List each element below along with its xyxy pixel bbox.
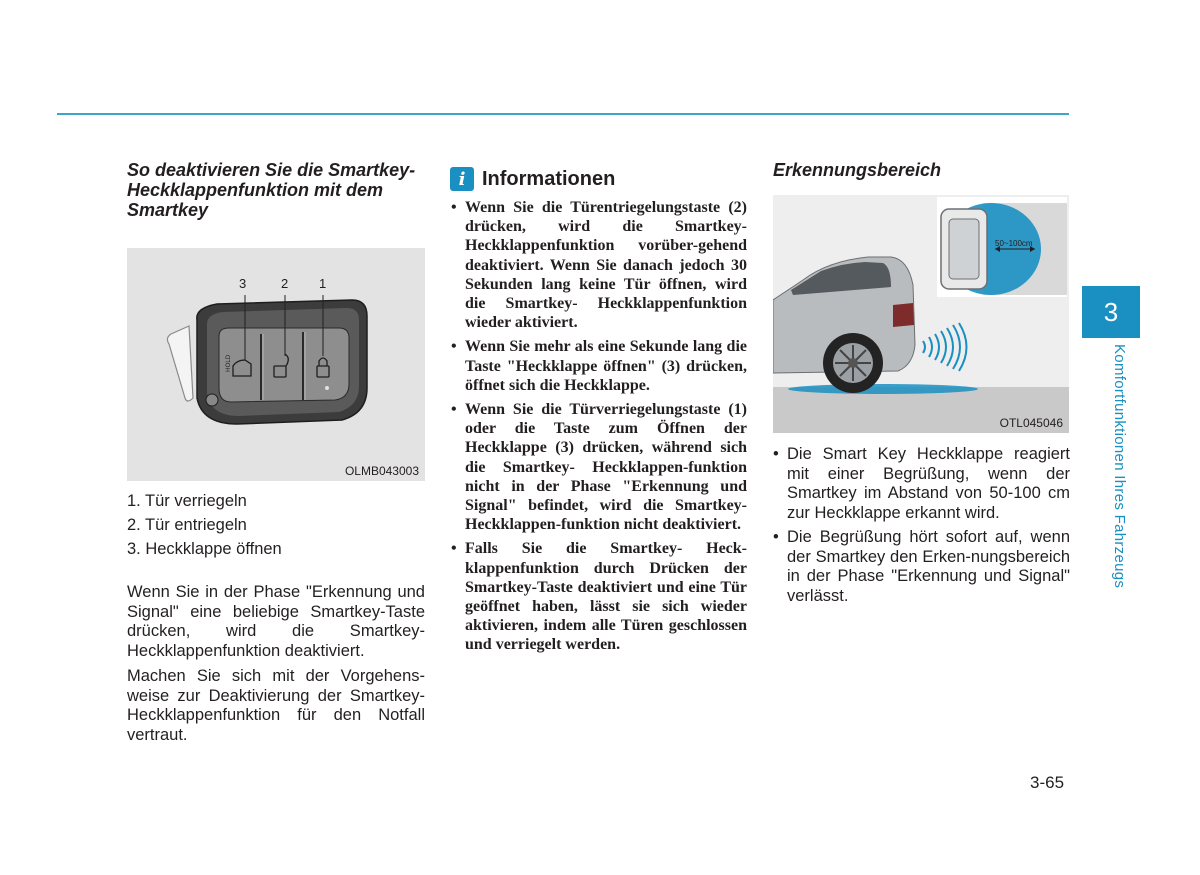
- section-title-detection: Erkennungsbereich: [773, 160, 942, 180]
- section-title-deactivate: So deaktivieren Sie die Smartkey- Heckklappenfunktion mit dem Smartkey: [127, 160, 416, 220]
- figure-code: OTL045046: [999, 416, 1063, 430]
- svg-text:HOLD: HOLD: [225, 354, 232, 372]
- info-item: • Wenn Sie die Türentriegelungstaste (2) drücken, wird die Smartkey-Heckklappenfunktion vorüber-gehend deaktiviert. Wenn Sie danach jedoch 30 Sekunden lang keine Tür öffnen, wird die Smartkey- Heckklappenfunktion wieder aktiviert.: [450, 198, 747, 332]
- callout-label: 3: [239, 276, 247, 291]
- callout-label: 2: [281, 276, 289, 291]
- chapter-number-tab: 3: [1082, 286, 1140, 338]
- legend-item: 1. Tür verriegeln: [127, 492, 247, 510]
- callout-label: 1: [319, 276, 327, 291]
- body-paragraph: Machen Sie sich mit der Vorgehens-weise zur Deaktivierung der Smartkey- Heckklappenfunktion für den Notfall vertraut.: [127, 667, 425, 744]
- detection-list: [773, 445, 1070, 606]
- info-item: • Falls Sie die Smartkey- Heck-klappenfunktion durch Drücken der Smartkey-Taste deaktiviert und eine Tür geöffnet haben, lässt sie sich wieder aktivieren, indem alle Türen geschlossen und verriegelt werden.: [450, 539, 747, 654]
- range-label: 50~100cm: [995, 239, 1033, 248]
- detection-item: • Die Smart Key Heckklappe reagiert mit einer Begrüßung, wenn der Smartkey im Abstand von 50-100 cm zur Heckklappe erkannt wird.: [773, 445, 1070, 523]
- info-item: • Wenn Sie mehr als eine Sekunde lang die Taste "Heckklappe öffnen" (3) drücken, öffnet sich die Heckklappe.: [450, 337, 747, 395]
- legend-item: 2. Tür entriegeln: [127, 516, 247, 534]
- info-title: Informationen: [482, 167, 616, 190]
- page-number: 3-65: [1030, 773, 1065, 792]
- car-detection-illustration: [773, 195, 1069, 433]
- right-column: [773, 160, 1070, 611]
- info-item: • Wenn Sie die Türverriegelungstaste (1) oder die Taste zum Öffnen der Heckklappe (3) drücken, während sich die Smartkey- Heckklappen-funktion nicht in der Phase "Erkennung und Signal" befindet, wird die Smartkey- Heckklappen-funktion nicht deaktiviert.: [450, 400, 747, 534]
- signal-waves: [923, 323, 967, 371]
- info-icon: i: [450, 167, 474, 191]
- info-list: [450, 198, 747, 655]
- info-header: [450, 166, 747, 192]
- smartkey-figure: [127, 248, 425, 481]
- chapter-title: Komfortfunktionen Ihres Fahrzeugs: [1111, 344, 1128, 589]
- header-rule: [57, 113, 1069, 115]
- figure-code: OLMB043003: [344, 464, 419, 478]
- detection-item: • Die Begrüßung hört sofort auf, wenn der Smartkey den Erken-nungsbereich in der Phase "Erkennung und Signal" verlässt.: [773, 528, 1070, 606]
- info-column: [450, 166, 747, 660]
- legend-item: 3. Heckklappe öffnen: [127, 540, 282, 558]
- body-paragraph: Wenn Sie in der Phase "Erkennung und Signal" eine beliebige Smartkey-Taste drücken, wird die Smartkey-Heckklappenfunktion deaktiviert.: [127, 583, 425, 660]
- left-column: [127, 160, 425, 745]
- smartkey-illustration: [127, 248, 425, 481]
- button-legend: [127, 489, 425, 561]
- detection-figure: [773, 195, 1069, 433]
